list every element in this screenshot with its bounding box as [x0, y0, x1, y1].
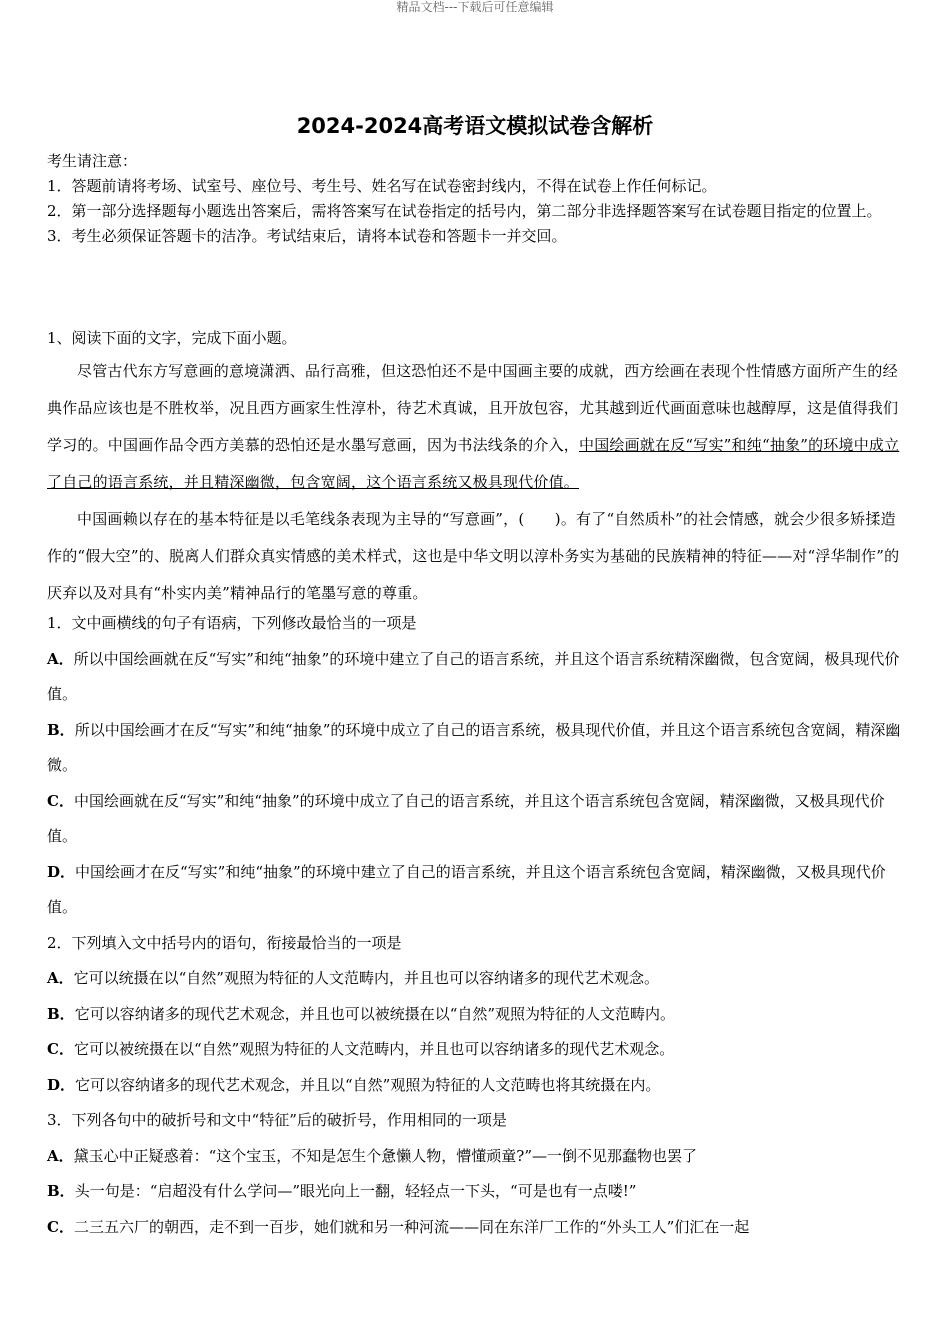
question-list: [47, 606, 907, 1245]
document-title: 2024-2024高考语文模拟试卷含解析: [296, 114, 654, 138]
question-stem: 3．下列各句中的破折号和文中“特征”后的破折号，作用相同的一项是: [47, 1111, 507, 1129]
reading-section: [47, 323, 907, 612]
answer-option-d[interactable]: D．它可以容纳诸多的现代艺术观念，并且以“自然”观照为特征的人文范畴也将其统摄在内。: [47, 1075, 661, 1094]
answer-option-a[interactable]: A．黛玉心中正疑惑着：“这个宝玉，不知是怎生个惫懒人物，懵懂顽童?”—一倒不见那蠢物也罢了: [47, 1146, 698, 1165]
passage-paragraph: [47, 353, 907, 501]
answer-option-b[interactable]: B．头一句是：“启超没有什么学问—”眼光向上一翻，轻轻点一下头，“可是也有一点喽!”: [47, 1182, 637, 1200]
section-intro: 1、阅读下面的文字，完成下面小题。: [47, 329, 297, 347]
notice-item: 2．第一部分选择题每小题选出答案后，需将答案写在试卷指定的括号内，第二部分非选择题答案写在试卷题目指定的位置上。: [47, 202, 882, 220]
answer-option-a[interactable]: A．它可以统摄在以“自然”观照为特征的人文范畴内，并且也可以容纳诸多的现代艺术观念。: [47, 969, 659, 987]
document-header-note: 精品文档---下载后可任意编辑: [396, 0, 554, 14]
underlined-sentence: 中国绘画就在反“写实”和纯“抽象”的环境中成立了自己的语言系统，并且精深幽微，包含宽阔，这个语言系统又极具现代价值。: [47, 436, 900, 491]
question-2: [47, 926, 907, 1104]
question-stem: 2．下列填入文中括号内的语句，衔接最恰当的一项是: [47, 933, 402, 952]
question-3: [47, 1103, 907, 1245]
answer-option-d[interactable]: D．中国绘画才在反“写实”和纯“抽象”的环境中建立了自己的语言系统，并且这个语言系统包含宽阔，精深幽微，又极具现代价值。: [47, 862, 886, 916]
answer-option-b[interactable]: B．所以中国绘画才在反“写实”和纯“抽象”的环境中成立了自己的语言系统，极具现代价值，并且这个语言系统包含宽阔，精深幽微。: [47, 720, 901, 774]
exam-notice: [47, 149, 907, 249]
answer-option-c[interactable]: C．中国绘画就在反“写实”和纯“抽象”的环境中成立了自己的语言系统，并且这个语言系统包含宽阔，精深幽微，又极具现代价值。: [47, 791, 885, 845]
passage-text: 尽管古代东方写意画的意境潇洒、品行高雅，但这恐怕还不是中国画主要的成就，西方绘画在表现个性情感方面所产生的经典作品应该也是不胜枚举，况且西方画家生性淳朴，待艺术真诚，且开放包容，尤其越到近代画面意味也越醇厚，这是值得我们学习的。中国画作品令西方美慕的恐怕还是水墨写意画，因为书法线条的介入，: [47, 362, 899, 454]
answer-option-b[interactable]: B．它可以容纳诸多的现代艺术观念，并且也可以被统摄在以“自然”观照为特征的人文范畴内。: [47, 1004, 676, 1023]
passage-paragraph: 中国画赖以存在的基本特征是以毛笔线条表现为主导的“写意画”，( )。有了“自然质朴”的社会情感，就会少很多矫揉造作的“假大空”的、脱离人们群众真实情感的美术样式，这也是中华文明以淳朴务实为基础的民族精神的特征——对“浮华制作”的厌弃以及对具有“朴实内美”精神品行的笔墨写意的尊重。: [47, 510, 900, 602]
notice-item: 3．考生必须保证答题卡的洁净。考试结束后，请将本试卷和答题卡一并交回。: [47, 227, 567, 245]
question-1: [47, 606, 907, 926]
answer-option-c[interactable]: C．它可以被统摄在以“自然”观照为特征的人文范畴内，并且也可以容纳诸多的现代艺术观念。: [47, 1040, 675, 1058]
notice-heading: 考生请注意：: [47, 152, 138, 170]
answer-option-c[interactable]: C．二三五六厂的朝西，走不到一百步，她们就和另一种河流——同在东洋厂工作的“外头工人”们汇在一起: [47, 1217, 750, 1236]
notice-item: 1．答题前请将考场、试室号、座位号、考生号、姓名写在试卷密封线内，不得在试卷上作任何标记。: [47, 177, 717, 195]
question-stem: 1．文中画横线的句子有语病，下列修改最恰当的一项是: [47, 614, 417, 632]
answer-option-a[interactable]: A．所以中国绘画就在反“写实”和纯“抽象”的环境中建立了自己的语言系统，并且这个语言系统精深幽微，包含宽阔，极具现代价值。: [47, 649, 900, 703]
reading-passage: [47, 353, 907, 612]
